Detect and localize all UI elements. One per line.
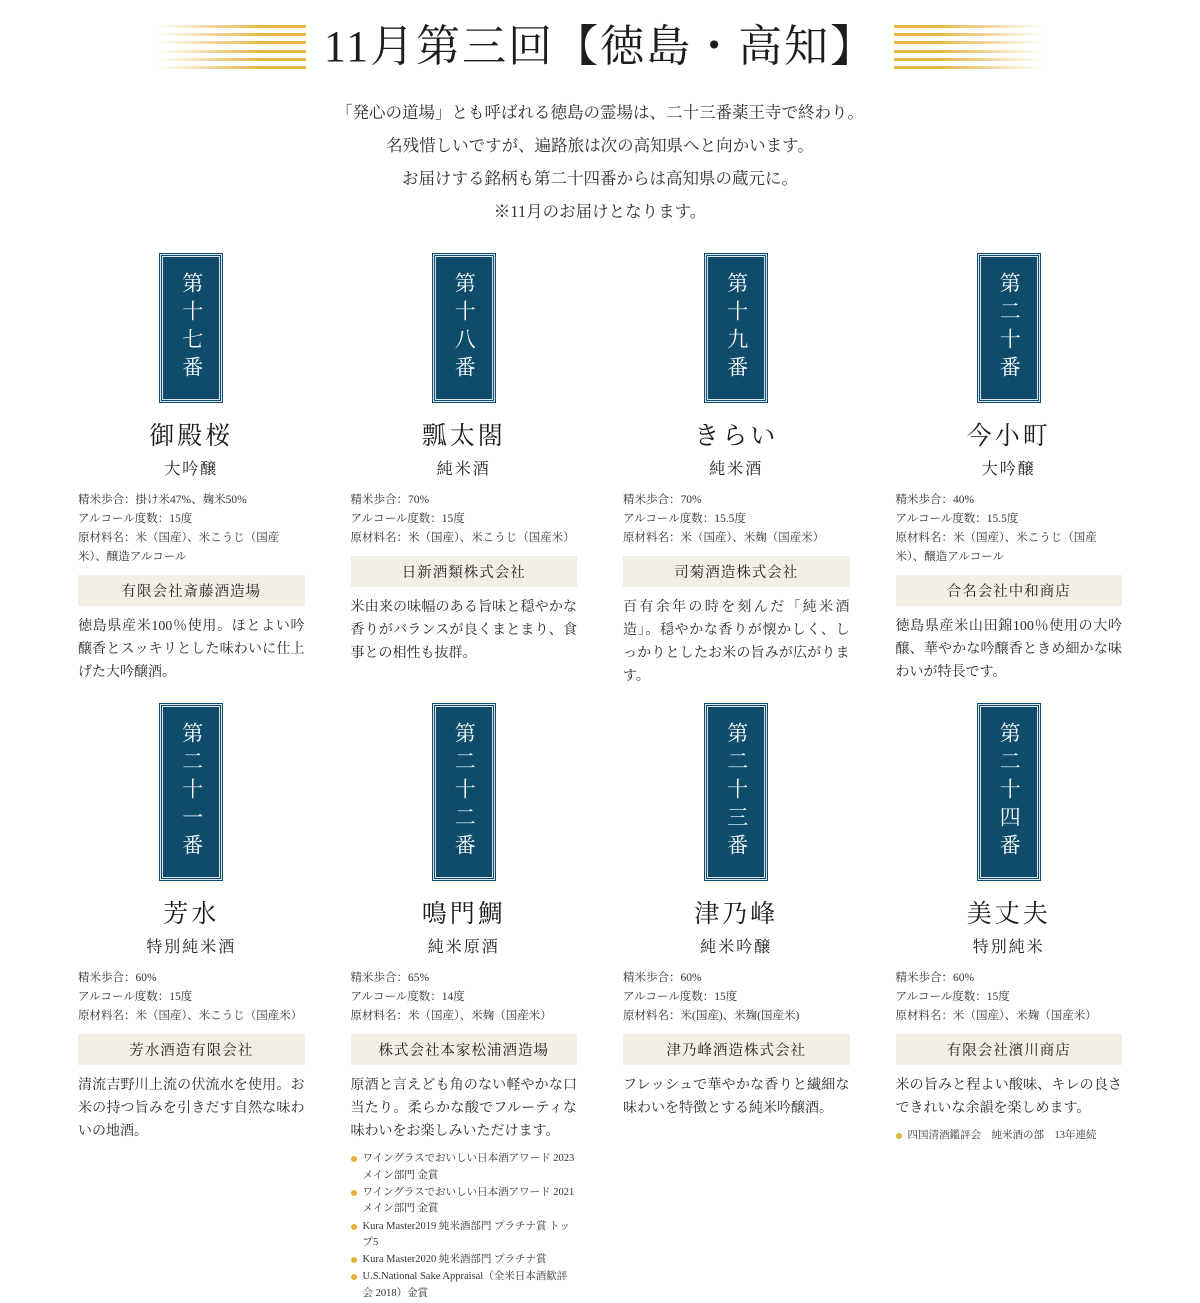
- brewery-name: 有限会社濱川商店: [896, 1034, 1123, 1065]
- spec-polish-ratio: 精米歩合：60%: [78, 972, 157, 985]
- spec-alcohol: アルコール度数：15度: [350, 512, 465, 525]
- sake-grade: 純米原酒: [427, 939, 500, 957]
- sake-grade: 純米酒: [436, 461, 491, 478]
- number-plate-wrap: [623, 704, 850, 880]
- sake-description: フレッシュで華やかな香りと繊細な味わいを特徴とする純米吟醸酒。: [623, 1078, 850, 1117]
- sake-card: [896, 254, 1123, 688]
- sake-grade: 大吟醸: [981, 461, 1036, 478]
- sake-specs: [78, 491, 305, 567]
- sake-brand-name: 鳴門鯛: [421, 901, 506, 929]
- award-item: U.S.National Sake Appraisal（全米日本酒歓評会 2018）金賞: [351, 1269, 578, 1302]
- temple-number-plate: 第二十四番: [978, 704, 1040, 880]
- sake-specs: [623, 969, 850, 1026]
- brewery-name: 津乃峰酒造株式会社: [623, 1034, 850, 1065]
- decorative-rule-left: [156, 25, 306, 69]
- brewery-name: 株式会社本家松浦酒造場: [351, 1034, 578, 1065]
- temple-number-plate: 第二十三番: [705, 704, 767, 880]
- temple-number-plate: 第二十番: [978, 254, 1040, 402]
- sake-card: [351, 254, 578, 688]
- number-plate-wrap: [623, 254, 850, 402]
- award-item: ワイングラスでおいしい日本酒アワード 2021 メイン部門 金賞: [351, 1185, 578, 1218]
- temple-number-plate: 第十八番: [433, 254, 495, 402]
- spec-alcohol: アルコール度数：15度: [895, 991, 1010, 1004]
- sake-specs: [78, 969, 305, 1026]
- number-plate-wrap: [78, 254, 305, 402]
- sake-brand-name: きらい: [694, 423, 779, 450]
- spec-polish-ratio: 精米歩合：40%: [895, 494, 975, 506]
- sake-grade: 特別純米酒: [146, 939, 237, 957]
- spec-alcohol: アルコール度数：15度: [78, 991, 193, 1004]
- spec-polish-ratio: 精米歩合：掛け米47%、麹米50%: [78, 494, 247, 506]
- award-item: Kura Master2020 純米酒部門 プラチナ賞: [351, 1252, 578, 1268]
- page-header: [0, 0, 1200, 84]
- spec-polish-ratio: 精米歩合：70%: [623, 494, 702, 506]
- award-item: Kura Master2019 純米酒部門 プラチナ賞 トップ5: [351, 1219, 578, 1252]
- sake-brand-name: 瓢太閤: [421, 423, 506, 450]
- spec-ingredients: 原材料名：米（国産）、米麹（国産米）: [623, 531, 825, 544]
- intro-line-1: 「発心の道場」とも呼ばれる徳島の霊場は、二十三番薬王寺で終わり。: [336, 103, 864, 122]
- sake-description: 米の旨みと程よい酸味、キレの良さできれいな余韻を楽しめます。: [895, 1078, 1122, 1117]
- temple-number-plate: 第二十一番: [160, 704, 222, 880]
- sake-brand-name: 御殿桜: [149, 423, 234, 450]
- spec-polish-ratio: 精米歩合：60%: [623, 972, 702, 985]
- award-list: [351, 1151, 578, 1302]
- number-plate-wrap: [78, 704, 305, 880]
- spec-ingredients: 原材料名：米（国産）、米こうじ（国産米）、醸造アルコール: [895, 531, 1097, 563]
- sake-brand-name: 芳水: [163, 901, 220, 929]
- sake-grade: 大吟醸: [164, 461, 219, 478]
- intro-line-3: お届けする銘柄も第二十四番からは高知県の蔵元に。: [402, 169, 798, 188]
- spec-ingredients: 原材料名：米(国産)、米麹(国産米): [623, 1010, 800, 1023]
- sake-grade: 純米吟醸: [700, 939, 773, 957]
- sake-brand-name: 美丈夫: [966, 901, 1051, 929]
- sake-specs: [896, 491, 1123, 567]
- award-list: [896, 1128, 1123, 1145]
- sake-specs: [351, 969, 578, 1026]
- spec-ingredients: 原材料名：米（国産）、米麹（国産米）: [350, 1010, 552, 1023]
- sake-card: [896, 704, 1123, 1303]
- sake-card: [351, 704, 578, 1303]
- spec-ingredients: 原材料名：米（国産）、米こうじ（国産米）: [350, 531, 575, 544]
- brewery-name: 芳水酒造有限会社: [78, 1034, 305, 1065]
- temple-number-plate: 第十七番: [160, 254, 222, 402]
- spec-alcohol: アルコール度数：15度: [623, 991, 738, 1004]
- sake-description: 清流吉野川上流の伏流水を使用。お米の持つ旨みを引きだす自然な味わいの地酒。: [78, 1078, 305, 1140]
- sake-description: 原酒と言えども角のない軽やかな口当たり。柔らかな酸でフルーティな味わいをお楽しみいただけます。: [350, 1078, 577, 1140]
- spec-alcohol: アルコール度数：14度: [350, 991, 465, 1004]
- decorative-rule-right: [894, 25, 1044, 69]
- intro-line-4: ※11月のお届けとなります。: [493, 202, 707, 221]
- spec-alcohol: アルコール度数：15度: [78, 512, 193, 525]
- sake-card-grid: [0, 254, 1200, 1303]
- sake-card: [78, 704, 305, 1303]
- intro-line-2: 名残惜しいですが、遍路旅は次の高知県へと向かいます。: [386, 136, 814, 155]
- spec-ingredients: 原材料名：米（国産）、米こうじ（国産米）: [78, 1010, 303, 1023]
- sake-specs: [896, 969, 1123, 1026]
- brewery-name: 日新酒類株式会社: [351, 556, 578, 587]
- sake-description: 米由来の味幅のある旨味と穏やかな香りがバランスが良くまとまり、食事との相性も抜群。: [350, 599, 577, 662]
- sake-specs: [351, 491, 578, 548]
- brewery-name: 司菊酒造株式会社: [623, 556, 850, 587]
- spec-alcohol: アルコール度数：15.5度: [623, 512, 746, 525]
- brewery-name: 合名会社中和商店: [896, 575, 1123, 606]
- spec-polish-ratio: 精米歩合：65%: [350, 972, 430, 985]
- spec-ingredients: 原材料名：米（国産）、米こうじ（国産米）、醸造アルコール: [78, 531, 280, 563]
- award-item: ワイングラスでおいしい日本酒アワード 2023 メイン部門 金賞: [351, 1151, 578, 1184]
- sake-description: 徳島県産米山田錦100％使用の大吟醸、華やかな吟醸香ときめ細かな味わいが特長です。: [895, 618, 1122, 681]
- sake-grade: 純米酒: [709, 461, 764, 478]
- sake-specs: [623, 491, 850, 548]
- sake-card: [623, 704, 850, 1303]
- number-plate-wrap: [351, 254, 578, 402]
- sake-card: [623, 254, 850, 688]
- temple-number-plate: 第二十二番: [433, 704, 495, 880]
- number-plate-wrap: [896, 254, 1123, 402]
- brewery-name: 有限会社斎藤酒造場: [78, 575, 305, 606]
- sake-brand-name: 津乃峰: [694, 901, 779, 929]
- number-plate-wrap: [896, 704, 1123, 880]
- temple-number-plate: 第十九番: [705, 254, 767, 402]
- sake-description: 百有余年の時を刻んだ「純米酒造」。穏やかな香りが懐かしく、しっかりとしたお米の旨みが広がります。: [623, 599, 850, 685]
- sake-grade: 特別純米: [972, 939, 1045, 957]
- sake-description: 徳島県産米100％使用。ほとよい吟醸香とスッキリとした味わいに仕上げた大吟醸酒。: [78, 618, 305, 681]
- sake-brand-name: 今小町: [966, 423, 1051, 450]
- spec-ingredients: 原材料名：米（国産）、米麹（国産米）: [895, 1010, 1097, 1023]
- award-item: 四国清酒鑑評会 純米酒の部 13年連続: [896, 1128, 1123, 1144]
- spec-polish-ratio: 精米歩合：70%: [350, 494, 430, 506]
- intro-text: [150, 96, 1050, 228]
- page-title: 11月第三回【徳島・高知】: [323, 21, 877, 71]
- spec-polish-ratio: 精米歩合：60%: [895, 972, 975, 985]
- number-plate-wrap: [351, 704, 578, 880]
- spec-alcohol: アルコール度数：15.5度: [895, 512, 1019, 525]
- sake-card: [78, 254, 305, 688]
